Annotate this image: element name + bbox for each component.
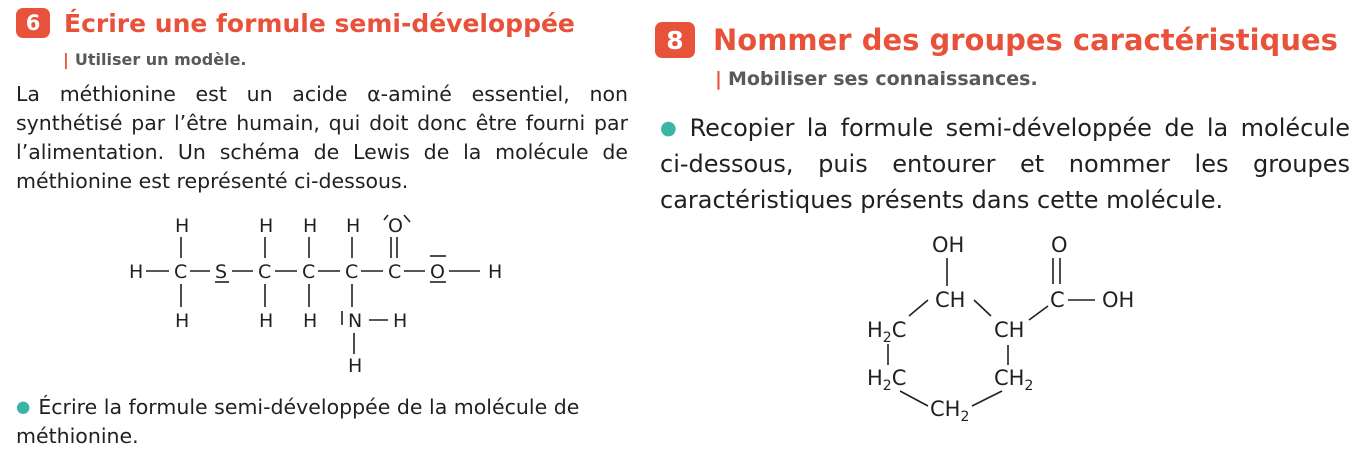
exercise-6-number: 6 bbox=[16, 8, 50, 38]
exercise-6-title: Écrire une formule semi-développée bbox=[64, 8, 575, 38]
methionine-lewis-structure bbox=[116, 212, 536, 377]
lewis-h-top-1: H bbox=[175, 215, 190, 237]
formula-ch2-bottom: $CH_2$ bbox=[930, 397, 970, 425]
lewis-h-under-n: H bbox=[348, 355, 363, 377]
lewis-c-2: C bbox=[258, 261, 272, 283]
formula-o-top: O bbox=[1051, 233, 1068, 257]
lewis-h-on-n: H bbox=[393, 310, 408, 332]
lewis-c-4: C bbox=[345, 261, 359, 283]
lewis-h-right: H bbox=[488, 261, 503, 283]
lewis-h-top-4: H bbox=[346, 215, 361, 237]
formula-ch2-right: $CH_2$ bbox=[994, 366, 1034, 394]
lewis-h-bottom-1: H bbox=[175, 310, 190, 332]
lewis-h-top-3: H bbox=[303, 215, 318, 237]
formula-ch-right: CH bbox=[994, 318, 1025, 342]
formula-ch-left: CH bbox=[935, 288, 966, 312]
lewis-s: S bbox=[215, 261, 228, 283]
bullet-icon: ● bbox=[660, 116, 682, 139]
lewis-carbonyl-o: O bbox=[388, 215, 403, 237]
bullet-icon: ● bbox=[16, 397, 31, 416]
exercise-8-number: 8 bbox=[655, 22, 695, 58]
exercise-8-text bbox=[660, 110, 1350, 218]
lewis-c-3: C bbox=[302, 261, 316, 283]
exercise-8-skill bbox=[715, 68, 1038, 90]
skill-bar-icon: | bbox=[715, 68, 722, 90]
exercise-6-intro: La méthionine est un acide α-aminé essentiel, non synthétisé par l’être humain, qui doit donc être fourni par l’alimentation. Un schéma de Lewis de la molécule de méthionine est représenté ci-dessous. bbox=[16, 82, 628, 194]
cyclohexane-acid-formula bbox=[850, 228, 1160, 433]
formula-c-acid: C bbox=[1050, 288, 1065, 312]
exercise-6-header bbox=[16, 8, 575, 38]
lewis-c-1: C bbox=[174, 261, 188, 283]
lewis-h-bottom-3: H bbox=[303, 310, 318, 332]
formula-oh-acid: OH bbox=[1102, 288, 1135, 312]
lewis-o-hydroxyl: O bbox=[430, 261, 445, 283]
exercise-8-title: Nommer des groupes caractéristiques bbox=[713, 23, 1338, 57]
lewis-h-left: H bbox=[129, 261, 144, 283]
exercise-8-header bbox=[655, 22, 1338, 58]
exercise-8-skill-label: Mobiliser ses connaissances. bbox=[727, 68, 1038, 90]
lewis-c-5: C bbox=[388, 261, 402, 283]
lewis-h-bottom-2: H bbox=[259, 310, 274, 332]
lewis-n: N bbox=[348, 310, 363, 332]
formula-oh-top: OH bbox=[932, 233, 965, 257]
skill-bar-icon: | bbox=[63, 50, 69, 69]
lewis-h-top-2: H bbox=[259, 215, 274, 237]
exercise-8-text-content: Recopier la formule semi-développée de la molécule ci-dessous, puis entourer et nommer les groupes caractéristiques présents dans cette molécule. bbox=[660, 114, 1350, 214]
exercise-6-skill bbox=[63, 50, 247, 69]
formula-h2c-lower: $H_2C$ bbox=[867, 366, 907, 394]
exercise-6-skill-label: Utiliser un modèle. bbox=[74, 50, 247, 69]
formula-h2c-upper: $H_2C$ bbox=[867, 318, 907, 346]
exercise-6-question-text: Écrire la formule semi-développée de la molécule de méthionine. bbox=[16, 395, 580, 449]
exercise-6-question bbox=[16, 393, 628, 451]
